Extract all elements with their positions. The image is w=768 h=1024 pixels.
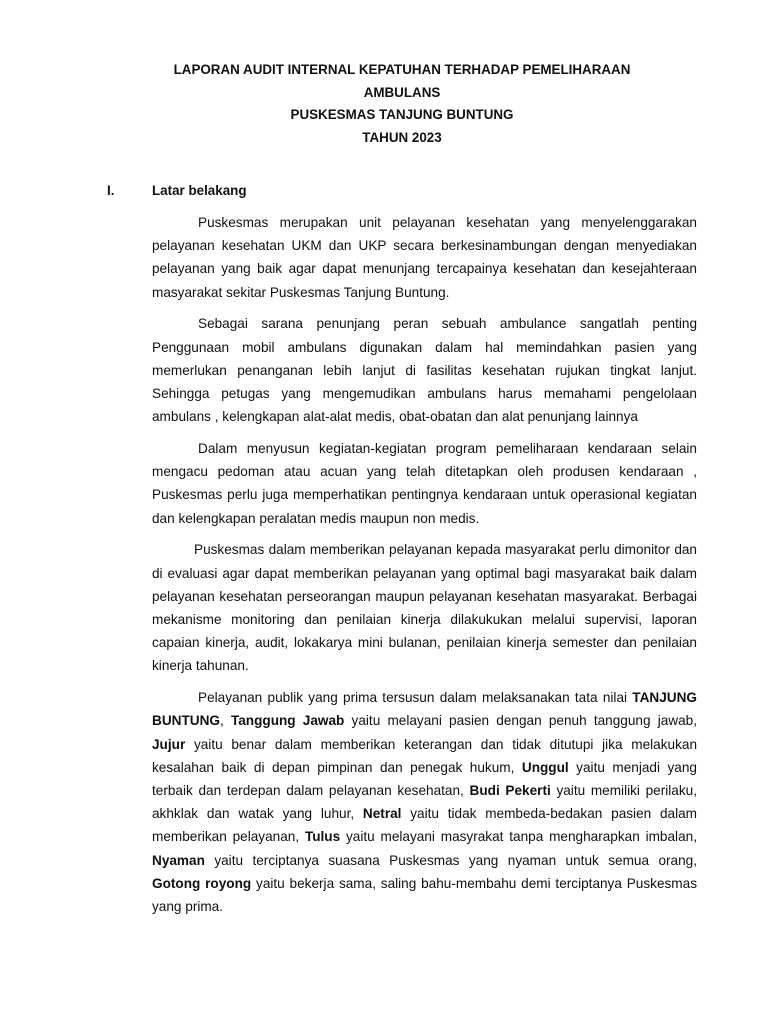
value-desc-2: yaitu benar dalam memberikan keterangan dan tidak ditutupi jika melakukan kesalahan baik di depan pimpinan dan penegak hukum, xyxy=(152,736,697,775)
title-line-1: LAPORAN AUDIT INTERNAL KEPATUHAN TERHADAP PEMELIHARAAN xyxy=(173,62,631,77)
section-title: Latar belakang xyxy=(152,183,247,198)
section-number: I. xyxy=(107,183,115,198)
value-desc-8: yaitu bekerja sama, saling bahu-membahu demi terciptanya Puskesmas yang prima. xyxy=(152,875,697,915)
value-term-3: Unggul xyxy=(521,759,569,775)
value-term-1: Tanggung Jawab xyxy=(230,713,345,729)
section-body xyxy=(152,211,697,927)
value-desc-5: yaitu tidak membeda-bedakan pasien dalam memberikan pelayanan, xyxy=(152,806,697,845)
value-desc-7: yaitu terciptanya suasana Puskesmas yang nyaman untuk semua orang, xyxy=(204,852,697,868)
title-line-4: TAHUN 2023 xyxy=(362,129,442,145)
paragraph-values xyxy=(152,686,697,918)
value-term-7: Nyaman xyxy=(152,852,205,868)
title-line-2: AMBULANS xyxy=(363,84,441,100)
title-line-3: PUSKESMAS TANJUNG BUNTUNG xyxy=(290,107,514,122)
paragraph-3: Dalam menyusun kegiatan-kegiatan program pemeliharaan kendaraan selain mengacu pedoman atau acuan yang telah ditetapkan oleh produsen kendaraan , Puskesmas perlu juga memperhatikan pentingnya kendaraan untuk operasional kegiatan dan kelengkapan peralatan medis maupun non medis. xyxy=(152,441,697,526)
value-term-5: Netral xyxy=(362,806,402,822)
value-term-6: Tulus xyxy=(304,829,341,845)
values-motto: TANJUNG BUNTUNG xyxy=(152,690,697,729)
values-intro: Pelayanan publik yang prima tersusun dalam melaksanakan tata nilai xyxy=(198,690,628,706)
values-separator: , xyxy=(219,713,231,729)
paragraph-4: Puskesmas dalam memberikan pelayanan kepada masyarakat perlu dimonitor dan di evaluasi agar dapat memberikan pelayanan yang optimal bagi masyarakat baik dalam pelayanan kesehatan perseorangan maupun pelayanan kesehatan masyarakat. Berbagai mekanisme monitoring dan penilaian kinerja dilakukukan melalui supervisi, laporan capaian kinerja, audit, lokakarya mini bulanan, penilaian kinerja semester dan penilaian kinerja tahunan. xyxy=(152,542,697,674)
value-desc-3: yaitu menjadi yang terbaik dan terdepan dalam pelayanan kesehatan, xyxy=(152,759,697,799)
paragraph-2: Sebagai sarana penunjang peran sebuah ambulance sangatlah penting Penggunaan mobil ambulans digunakan dalam hal memindahkan pasien yang memerlukan penanganan lebih lanjut di fasilitas kesehatan rujukan tingkat lanjut. Sehingga petugas yang mengemudikan ambulans harus memahami pengelolaan ambulans , kelengkapan alat-alat medis, obat-obatan dan alat penunjang lainnya xyxy=(152,316,697,425)
value-term-2: Jujur xyxy=(152,736,186,752)
value-desc-4: yaitu memiliki perilaku, akhklak dan watak yang luhur, xyxy=(152,783,697,822)
value-desc-1: yaitu melayani pasien dengan penuh tanggung jawab, xyxy=(344,713,697,729)
value-desc-6: yaitu melayani masyrakat tanpa mengharapkan imbalan, xyxy=(340,829,697,845)
value-term-8: Gotong royong xyxy=(152,875,252,891)
document-title xyxy=(100,59,704,149)
paragraph-1: Puskesmas merupakan unit pelayanan kesehatan yang menyelenggarakan pelayanan kesehatan UKM dan UKP secara berkesinambungan dengan menyediakan pelayanan yang baik agar dapat menunjang tercapainya kesehatan dan kesejahteraan masyarakat sekitar Puskesmas Tanjung Buntung. xyxy=(152,215,697,300)
value-term-4: Budi Pekerti xyxy=(469,783,551,799)
